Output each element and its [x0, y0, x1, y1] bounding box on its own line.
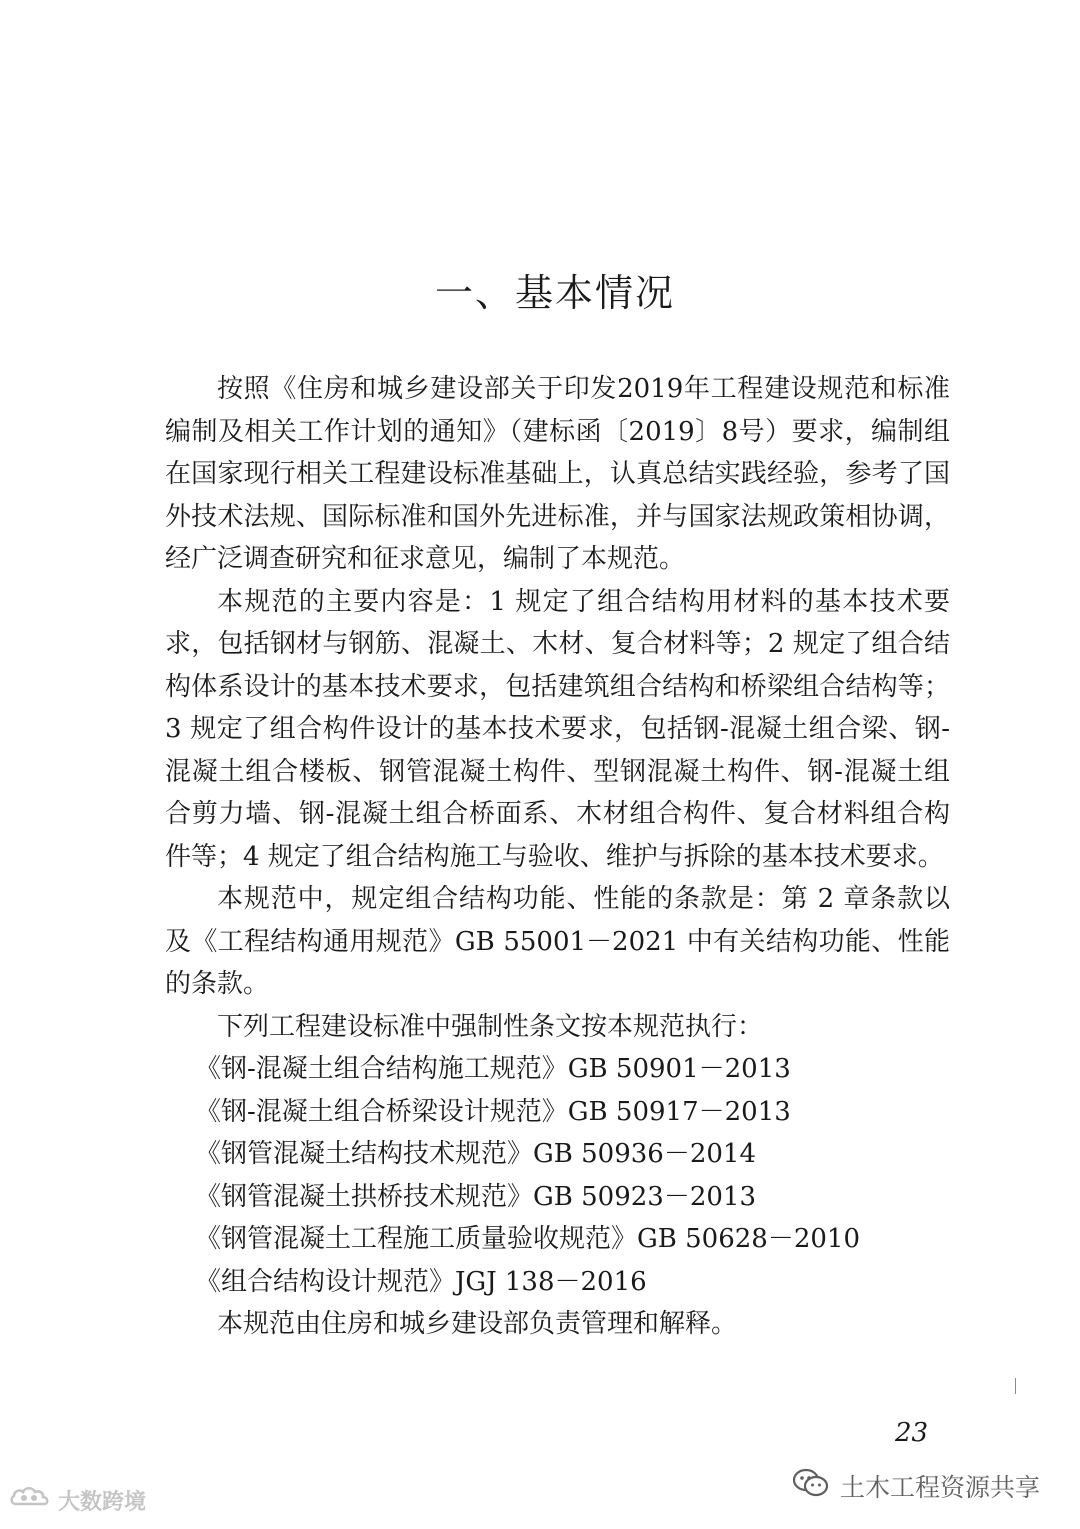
standard-item: 《钢管混凝土拱桥技术规范》GB 50923－2013	[195, 1181, 757, 1212]
scan-mark	[1015, 1378, 1016, 1394]
watermark-right	[792, 1466, 1040, 1506]
standard-item: 《钢-混凝土组合结构施工规范》GB 50901－2013	[195, 1054, 791, 1084]
paragraph-closing: 本规范由住房和城乡建设部负责管理和解释。	[217, 1309, 738, 1339]
paragraph-function-clauses: 本规范中，规定组合结构功能、性能的条款是：第 2 章条款以及《工程结构通用规范》GB 55001－2021 中有关结构功能、性能的条款。	[165, 884, 950, 999]
standard-item: 《钢管混凝土工程施工质量验收规范》GB 50628－2010	[195, 1224, 861, 1254]
watermark-right-text: 土木工程资源共享	[840, 1473, 1041, 1502]
standard-item: 《钢-混凝土组合桥梁设计规范》GB 50917－2013	[195, 1096, 791, 1127]
cloud-logo-icon	[8, 1484, 52, 1516]
wechat-icon	[792, 1467, 830, 1505]
document-body	[165, 368, 950, 1346]
watermark-left	[8, 1484, 146, 1516]
paragraph-mandatory-intro: 下列工程建设标准中强制性条文按本规范执行：	[217, 1011, 764, 1042]
page-number: 23	[895, 1418, 929, 1448]
paragraph-main-content: 本规范的主要内容是：1 规定了组合结构用材料的基本技术要求，包括钢材与钢筋、混凝土、木材、复合材料等；2 规定了组合结构体系设计的基本技术要求，包括建筑组合结构和桥梁组合结构等；3 规定了组合构件设计的基本技术要求，包括钢-混凝土组合梁、钢-混凝土组合楼板、钢管混凝土构件、型钢混凝土构件、钢-混凝土组合剪力墙、钢-混凝土组合桥面系、木材组合构件、复合材料组合构件等；4 规定了组合结构施工与验收、维护与拆除的基本技术要求。	[165, 586, 950, 872]
paragraph-background: 按照《住房和城乡建设部关于印发2019年工程建设规范和标准编制及相关工作计划的通知》（建标函〔2019〕8号）要求，编制组在国家现行相关工程建设标准基础上，认真总结实践经验，参考了国外技术法规、国际标准和国外先进标准，并与国家法规政策相协调，经广泛调查研究和征求意见，编制了本规范。	[165, 374, 950, 574]
standard-item: 《钢管混凝土结构技术规范》GB 50936－2014	[195, 1139, 757, 1169]
section-heading: 一、基本情况	[434, 271, 675, 315]
standard-item: 《组合结构设计规范》JGJ 138－2016	[195, 1266, 647, 1297]
standards-list	[165, 1048, 950, 1303]
watermark-left-text: 大数跨境	[58, 1489, 147, 1515]
